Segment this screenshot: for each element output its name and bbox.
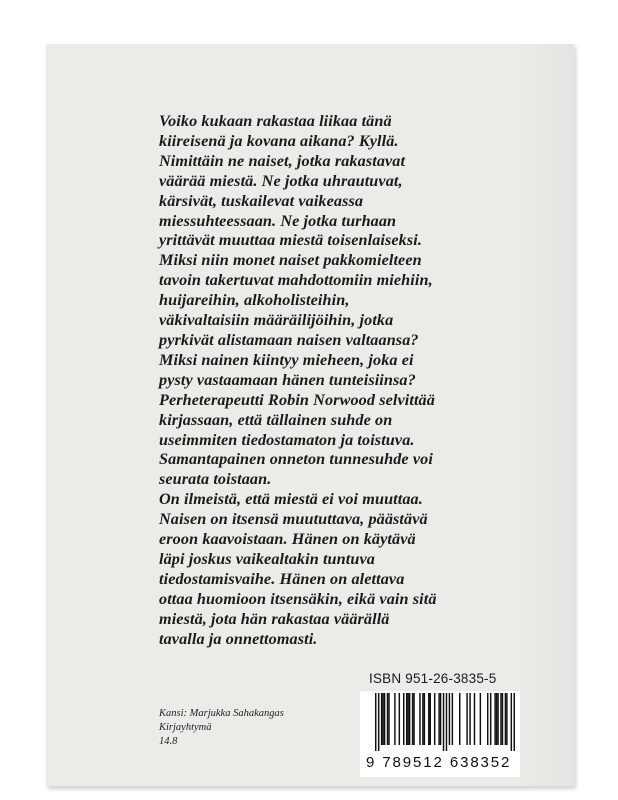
barcode-bar	[409, 693, 410, 745]
publisher-name: Kirjayhtymä	[159, 722, 212, 733]
blurb-line: Samantapainen onneton tunnesuhde voi	[159, 450, 433, 469]
barcode-bar	[438, 693, 439, 745]
barcode-bar	[419, 693, 420, 745]
blurb-line: Miksi niin monet naiset pakkomielteen	[159, 251, 422, 270]
barcode-bar	[496, 693, 497, 745]
barcode-bar	[384, 693, 385, 745]
blurb-line: kärsivät, tuskailevat vaikeassa	[159, 191, 364, 210]
barcode-bar	[382, 693, 383, 745]
blurb-line: On ilmeistä, että miestä ei voi muuttaa.	[159, 490, 423, 509]
blurb-line: miestä, jota hän rakastaa väärällä	[159, 609, 390, 628]
barcode-bar	[434, 693, 435, 745]
barcode-bar	[375, 693, 376, 751]
blurb-line: ottaa huomioon itsensäkin, eikä vain sitä	[159, 589, 437, 608]
price-code: 14.8	[159, 736, 178, 747]
barcode-bar	[406, 693, 407, 745]
barcode-bar	[500, 693, 501, 745]
blurb-text	[159, 112, 489, 649]
barcode-bar	[403, 693, 404, 745]
barcode-bar	[490, 693, 491, 745]
barcode-bar	[480, 693, 481, 745]
blurb-line: kiireisenä ja kovana aikana? Kyllä.	[159, 131, 399, 150]
barcode-bar	[511, 693, 512, 751]
barcode-bar	[407, 693, 408, 745]
barcode-bar	[449, 693, 450, 745]
barcode-bar	[502, 693, 503, 745]
barcode-bar	[443, 693, 444, 751]
barcode-bar	[428, 693, 429, 745]
barcode-bar	[394, 693, 395, 745]
blurb-line: pyrkivät alistamaan naisen valtaansa?	[159, 330, 419, 349]
cover-edge-shade	[520, 44, 574, 786]
barcode-bar	[446, 693, 447, 751]
blurb-line: tiedostamisvaihe. Hänen on alettava	[159, 569, 405, 588]
blurb-line: seurata toistaan.	[159, 470, 272, 489]
blurb-line: Voiko kukaan rakastaa liikaa tänä	[159, 112, 392, 130]
barcode-bar	[497, 693, 498, 745]
isbn-label: ISBN 951-26-3835-5	[369, 671, 497, 686]
blurb-line: Perheterapeutti Robin Norwood selvittää	[159, 390, 435, 409]
barcode-bar	[378, 693, 379, 751]
barcode-bar	[469, 693, 470, 745]
blurb-line: tavoin takertuvat mahdottomiin miehiin,	[159, 271, 433, 290]
barcode-bar	[487, 693, 488, 745]
barcode-bar	[494, 693, 495, 745]
blurb-line: kirjassaan, että tällainen suhde on	[159, 410, 393, 429]
blurb-line: väkivaltaisiin määräilijöihin, jotka	[159, 311, 394, 330]
credits	[159, 707, 339, 749]
blurb-line: Miksi nainen kiintyy mieheen, joka ei	[159, 350, 414, 369]
blurb-line: Naisen on itsensä muututtava, päästävä	[159, 510, 428, 529]
barcode-bar	[430, 693, 431, 745]
blurb-line: pysty vastaamaan hänen tunteisiinsa?	[159, 370, 416, 389]
barcode-bar	[424, 693, 425, 745]
barcode-bar	[514, 693, 515, 751]
blurb-line: läpi joskus vaikealtakin tuntuva	[159, 549, 375, 568]
barcode-bar	[399, 693, 400, 745]
blurb-line: useimmiten tiedostamaton ja toistuva.	[159, 430, 415, 449]
cover-designer-credit: Kansi: Marjukka Sahakangas	[159, 708, 284, 719]
barcode-bar	[413, 693, 414, 745]
barcode-bar	[452, 693, 453, 745]
blurb-line: huijareihin, alkoholisteihin,	[159, 291, 350, 310]
barcode-bar	[440, 693, 441, 745]
barcode-digits: 9 789512 638352	[366, 754, 512, 771]
blurb-line: yrittävät muuttaa miestä toisenlaiseksi.	[159, 231, 423, 250]
barcode	[375, 693, 515, 751]
blurb-line: tavalla ja onnettomasti.	[159, 629, 318, 648]
blurb-line: miessuhteessaan. Ne jotka turhaan	[159, 211, 397, 230]
barcode-bar	[381, 693, 382, 745]
barcode-bar	[506, 693, 507, 745]
barcode-bar	[412, 693, 413, 745]
barcode-bar	[422, 693, 423, 745]
blurb-line: Nimittäin ne naiset, jotka rakastavat	[159, 151, 406, 170]
blurb-line: eroon kaavoistaan. Hänen on käytävä	[159, 530, 416, 549]
barcode-bar	[505, 693, 506, 745]
barcode-bar	[474, 693, 475, 745]
barcode-bar	[466, 693, 467, 745]
barcode-bar	[459, 693, 460, 745]
barcode-bar	[387, 693, 388, 745]
barcode-bar	[388, 693, 389, 745]
blurb-line: väärää miestä. Ne jotka uhrautuvat,	[159, 171, 403, 190]
